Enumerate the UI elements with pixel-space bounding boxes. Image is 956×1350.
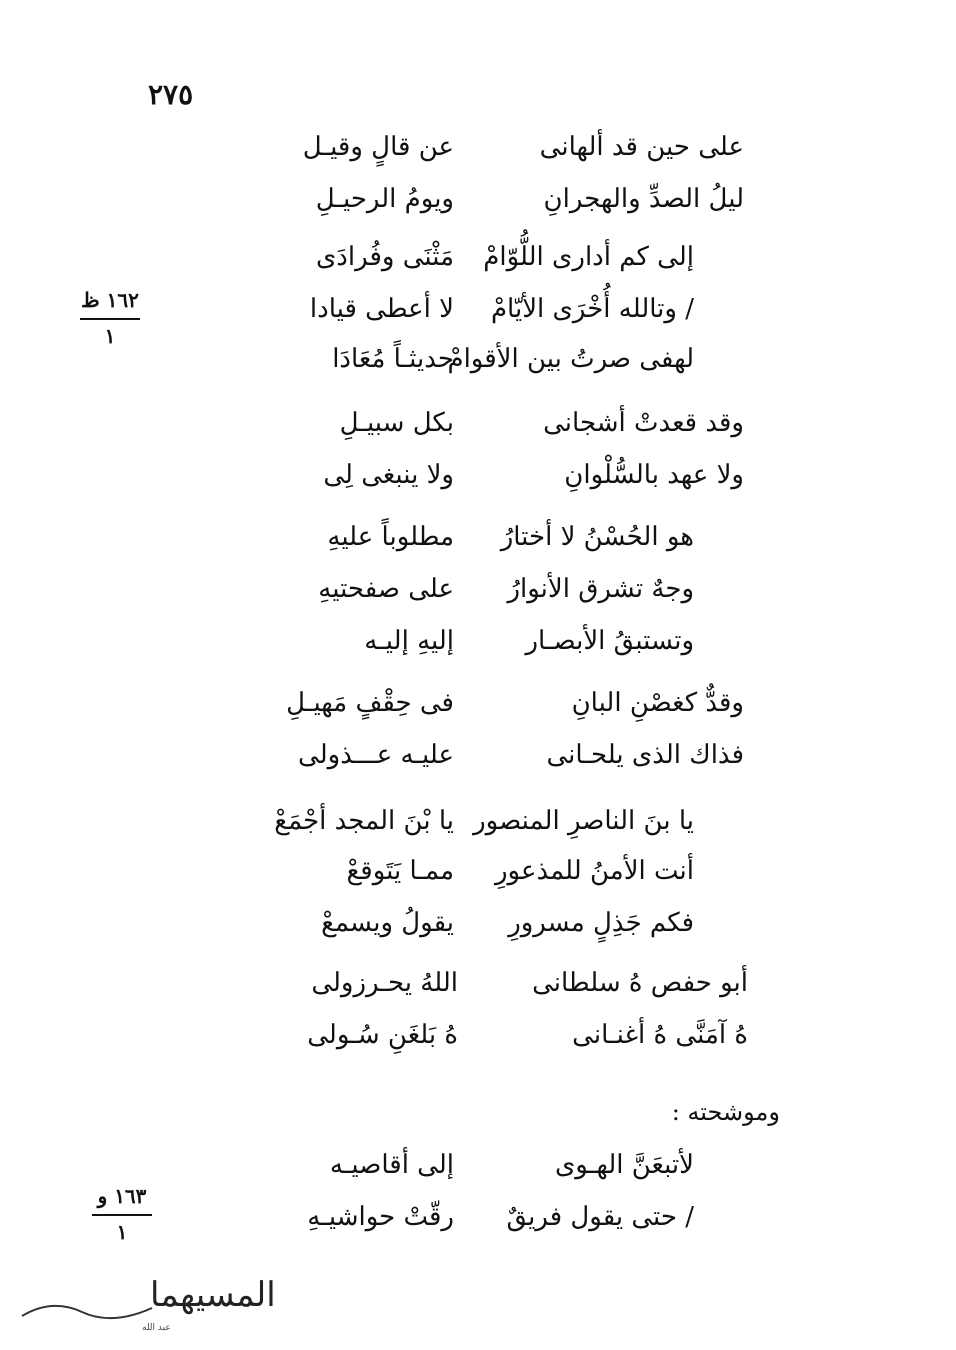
verse-second-hemistich: ويومُ الرحيـلِ bbox=[315, 184, 454, 214]
verse-second-hemistich: إليهِ إليـه bbox=[364, 626, 454, 656]
verse-first-hemistich: وتستبقُ الأبصـار bbox=[525, 626, 694, 656]
margin-note-denominator: ١ bbox=[116, 1220, 128, 1244]
margin-note-1 bbox=[80, 288, 140, 348]
verse-second-hemistich: ولا ينبغى لِى bbox=[323, 460, 454, 490]
verse-second-hemistich: مَثْنَى وفُرادَى bbox=[315, 242, 454, 272]
verse-first-hemistich: إلى كم أدارى اللُّوّامْ bbox=[483, 242, 694, 272]
verse-first-hemistich: ولا عهد بالسُّلْوانِ bbox=[564, 460, 744, 490]
verse-second-hemistich: إلى أقاصيـه bbox=[329, 1150, 454, 1180]
verse-first-hemistich: فكم جَذِلٍ مسرورِ bbox=[508, 908, 694, 938]
logo-icon bbox=[12, 1268, 276, 1338]
verse-line bbox=[134, 1204, 694, 1236]
verse-first-hemistich: على حين قد ألهانى bbox=[539, 132, 744, 162]
verse-line bbox=[184, 462, 744, 494]
verse-line bbox=[134, 346, 694, 378]
verse-first-hemistich: وجهٌ تشرق الأنوارُ bbox=[507, 574, 694, 604]
verse-line bbox=[188, 1022, 748, 1054]
verse-first-hemistich: وقدٌّ كغصْنِ البانِ bbox=[571, 688, 744, 718]
verse-first-hemistich: / حتى يقول فريقٌ bbox=[506, 1202, 694, 1232]
verse-line bbox=[184, 186, 744, 218]
muwashshah-intro: وموشحته : bbox=[671, 1098, 780, 1126]
verse-line bbox=[134, 808, 694, 840]
publisher-logo bbox=[12, 1268, 276, 1338]
page-number: ٢٧٥ bbox=[148, 78, 194, 111]
verse-second-hemistich: رقّتْ حواشيـهِ bbox=[307, 1202, 454, 1232]
verse-second-hemistich: لا أعطى قيادا bbox=[309, 294, 454, 324]
verse-line bbox=[134, 858, 694, 890]
verse-first-hemistich: يا بنَ الناصرِ المنصور bbox=[473, 806, 694, 836]
verse-second-hemistich: عن قالٍ وقيـل bbox=[302, 132, 454, 162]
verse-first-hemistich: وقد قعدتْ أشجانى bbox=[543, 408, 744, 438]
verse-first-hemistich: أنت الأمنُ للمذعورِ bbox=[495, 856, 694, 886]
verse-line bbox=[134, 910, 694, 942]
verse-first-hemistich: لهفى صرتُ بين الأقوامْ bbox=[447, 344, 694, 374]
verse-line bbox=[134, 576, 694, 608]
margin-note-denominator: ١ bbox=[104, 324, 116, 348]
verse-line bbox=[134, 628, 694, 660]
logo-main-text: المسيهما bbox=[150, 1275, 276, 1315]
verse-second-hemistich: هُ بَلغَنِ سُـولى bbox=[307, 1020, 458, 1050]
verse-second-hemistich: حديثـاً مُعَادَا bbox=[332, 344, 454, 374]
verse-line bbox=[184, 742, 744, 774]
verse-second-hemistich: اللهُ يحـرزولى bbox=[311, 968, 458, 998]
verse-first-hemistich: لأتبعَنَّ الهـوى bbox=[554, 1150, 694, 1180]
verse-first-hemistich: هو الحُسْنُ لا أختارُ bbox=[500, 522, 694, 552]
verse-second-hemistich: على صفحتيهِ bbox=[318, 574, 454, 604]
verse-second-hemistich: يقولُ ويسمعْ bbox=[321, 908, 454, 938]
verse-second-hemistich: ممـا يَتَوقعْ bbox=[346, 856, 454, 886]
verse-line bbox=[184, 410, 744, 442]
verse-line bbox=[134, 296, 694, 328]
verse-first-hemistich: فذاك الذى يلحـانى bbox=[546, 740, 744, 770]
verse-second-hemistich: عليـه عـــذولى bbox=[298, 740, 454, 770]
verse-second-hemistich: فى حِقْفٍ مَهيـلِ bbox=[286, 688, 454, 718]
verse-first-hemistich: / وتالله أُخْرَى الأيّامْ bbox=[490, 294, 694, 324]
verse-first-hemistich: هُ آمَنَّى هُ أغنـانى bbox=[572, 1020, 748, 1050]
verse-second-hemistich: مطلوباً عليهِ bbox=[327, 522, 454, 552]
margin-note-number: ١٦٢ ظ bbox=[80, 288, 140, 320]
verse-line bbox=[188, 970, 748, 1002]
verse-first-hemistich: ليلُ الصدِّ والهجرانِ bbox=[543, 184, 744, 214]
verse-line bbox=[134, 524, 694, 556]
verse-line bbox=[134, 1152, 694, 1184]
verse-line bbox=[184, 690, 744, 722]
verse-first-hemistich: أبو حفص هُ سلطانى bbox=[532, 968, 748, 998]
verse-line bbox=[184, 134, 744, 166]
margin-note-number: ١٦٣ و bbox=[92, 1184, 152, 1216]
verse-second-hemistich: بكل سبيـلِ bbox=[339, 408, 454, 438]
verse-line bbox=[134, 244, 694, 276]
verse-second-hemistich: يا بْنَ المجد أجْمَعْ bbox=[274, 806, 454, 836]
logo-sub-text: عبد الله bbox=[142, 1323, 171, 1333]
